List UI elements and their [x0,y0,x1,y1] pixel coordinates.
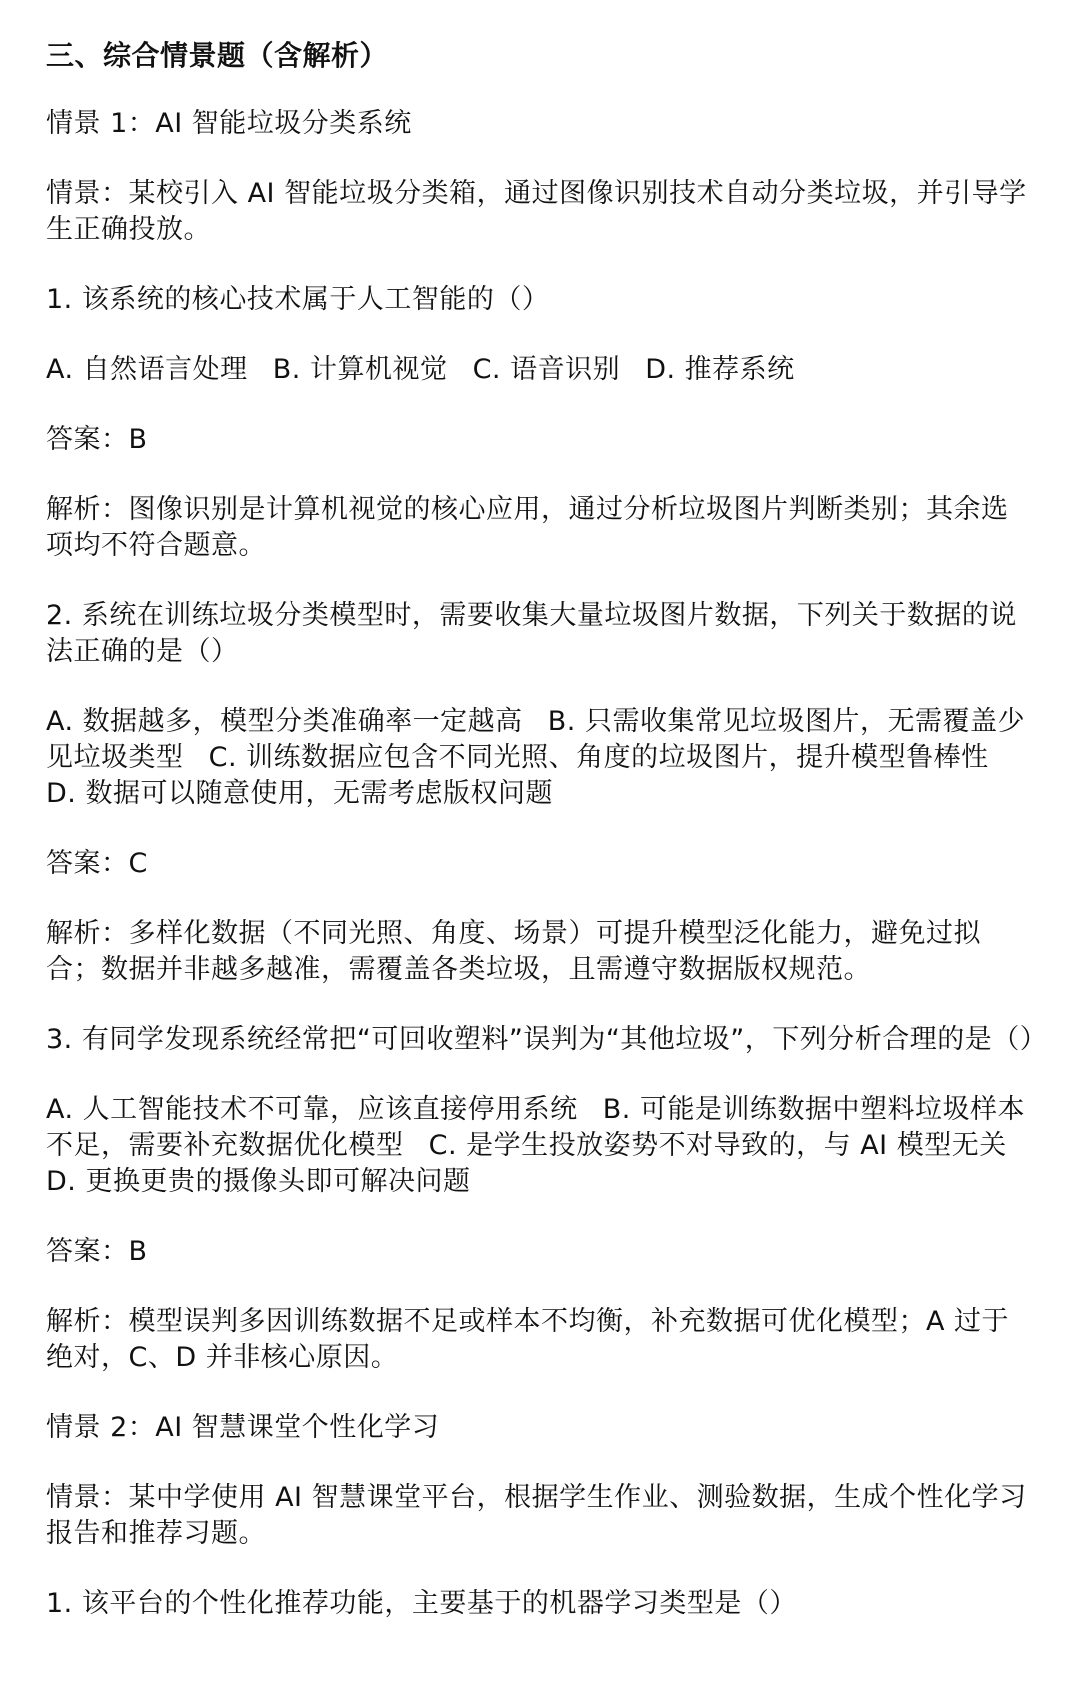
option-c: C. 语音识别 [472,354,621,385]
section-title: 三、综合情景题（含解析） [46,39,389,72]
scene1-q2-answer: 答案：C [46,848,148,879]
scene1-q1-options [46,352,1034,388]
option-c: C. 是学生投放姿势不对导致的，与 AI 模型无关 [428,1130,1007,1161]
scene1-title: 情景 1：AI 智能垃圾分类系统 [46,108,412,139]
option-c: C. 训练数据应包含不同光照、角度的垃圾图片，提升模型鲁棒性 [208,742,989,773]
scene1-description: 情景：某校引入 AI 智能垃圾分类箱，通过图像识别技术自动分类垃圾，并引导学生正确投放。 [46,178,1027,245]
option-d: D. 数据可以随意使用，无需考虑版权问题 [46,778,553,809]
scene1-q2-stem: 2. 系统在训练垃圾分类模型时，需要收集大量垃圾图片数据，下列关于数据的说法正确的是（） [46,600,1017,667]
option-a: A. 数据越多，模型分类准确率一定越高 [46,706,523,737]
option-b: B. 只需收集常见垃圾图片，无需覆盖少见垃圾类型 [46,706,1025,773]
scene1-q2-options [46,704,1034,812]
scene1-q3-stem: 3. 有同学发现系统经常把“可回收塑料”误判为“其他垃圾”，下列分析合理的是（） [46,1024,1048,1055]
option-a: A. 人工智能技术不可靠，应该直接停用系统 [46,1094,578,1125]
scene1-q3-options [46,1092,1034,1200]
scene1-q1-analysis: 解析：图像识别是计算机视觉的核心应用，通过分析垃圾图片判断类别；其余选项均不符合题意。 [46,494,1009,561]
option-d: D. 更换更贵的摄像头即可解决问题 [46,1166,471,1197]
scene1-q2-analysis: 解析：多样化数据（不同光照、角度、场景）可提升模型泛化能力，避免过拟合；数据并非越多越准，需覆盖各类垃圾，且需遵守数据版权规范。 [46,918,981,985]
scene1-q1-answer: 答案：B [46,424,148,455]
option-b: B. 计算机视觉 [272,354,448,385]
scene1-q1-stem: 1. 该系统的核心技术属于人工智能的（） [46,284,550,315]
scene1-q3-analysis: 解析：模型误判多因训练数据不足或样本不均衡，补充数据可优化模型；A 过于绝对，C、D 并非核心原因。 [46,1306,1010,1373]
option-d: D. 推荐系统 [645,354,795,385]
option-a: A. 自然语言处理 [46,354,248,385]
option-b: B. 可能是训练数据中塑料垃圾样本不足，需要补充数据优化模型 [46,1094,1025,1161]
scene1-q3-answer: 答案：B [46,1236,148,1267]
scene2-q1-stem: 1. 该平台的个性化推荐功能，主要基于的机器学习类型是（） [46,1588,797,1619]
scene2-title: 情景 2：AI 智慧课堂个性化学习 [46,1412,440,1443]
scene2-description: 情景：某中学使用 AI 智慧课堂平台，根据学生作业、测验数据，生成个性化学习报告和推荐习题。 [46,1482,1027,1549]
